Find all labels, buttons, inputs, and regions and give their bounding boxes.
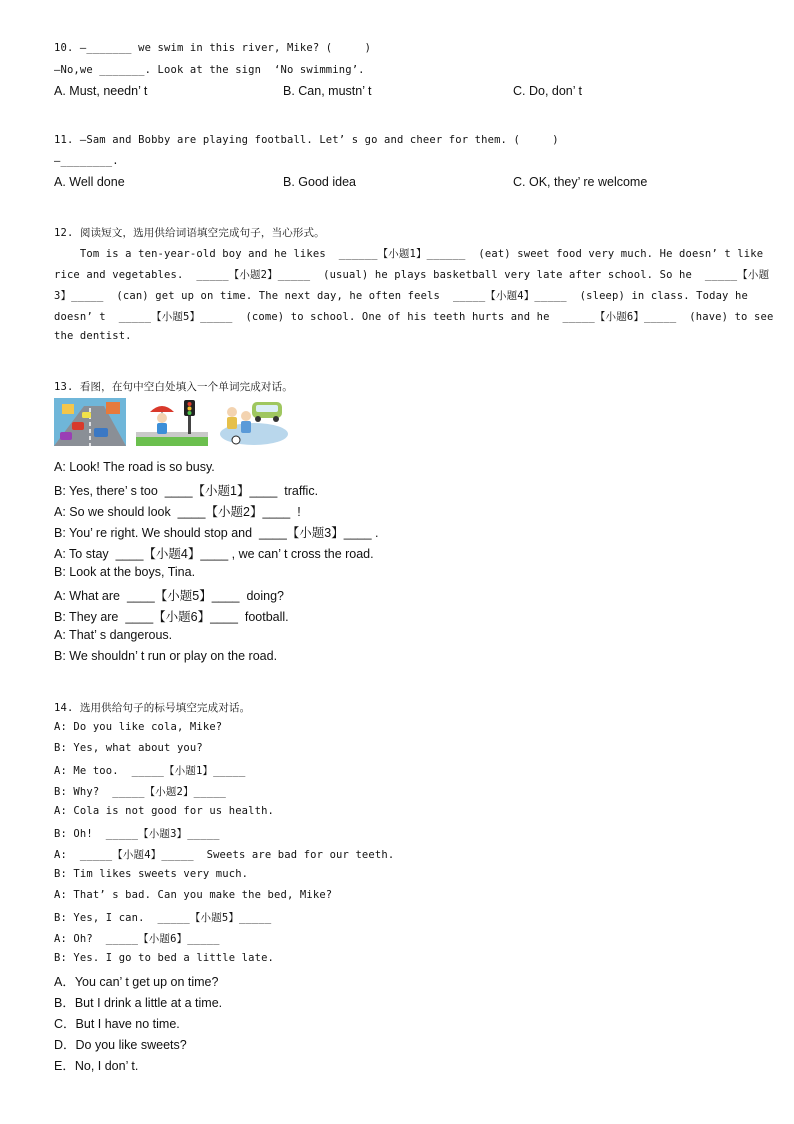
- q12-passage-line: doesn’ t _____【小题5】_____ (come) to school. One of his teeth hurts and he _____【小题6】_____ (have) to see: [54, 311, 774, 323]
- q13-dialogue-line: A: Look! The road is so busy.: [54, 460, 215, 474]
- q14-choice-d: D．Do you like sweets?: [54, 1038, 187, 1052]
- q14-dialogue-line: A: Oh? _____【小题6】_____: [54, 933, 220, 945]
- busy-road-picture: [54, 398, 126, 446]
- q14-dialogue-line: A: Cola is not good for us health.: [54, 805, 275, 817]
- q14-dialogue-line: A: Do you like cola, Mike?: [54, 721, 223, 733]
- q12-title: 12. 阅读短文，选用供给词语填空完成句子，当心形式。: [54, 227, 325, 239]
- q11-line2: —________.: [54, 155, 119, 167]
- q10-line1: 10. —_______ we swim in this river, Mike? ( ): [54, 42, 372, 54]
- q14-title: 14. 选用供给句子的标号填空完成对话。: [54, 702, 251, 714]
- q14-dialogue-line: B: Why? _____【小题2】_____: [54, 786, 227, 798]
- q13-dialogue-line: B: You’ re right. We should stop and ____【小题3】____ .: [54, 526, 379, 540]
- q10-option-c: C. Do, don’ t: [513, 84, 583, 98]
- q11-option-a: A. Well done: [54, 175, 125, 189]
- q14-choice-b: B．But I drink a little at a time.: [54, 996, 223, 1010]
- q14-choice-a: A．You can’ t get up on time?: [54, 975, 219, 989]
- q13-pictures: [54, 398, 290, 446]
- q14-dialogue-line: A: Me too. _____【小题1】_____: [54, 765, 246, 777]
- q10-option-a: A. Must, needn’ t: [54, 84, 148, 98]
- q11-line1: 11. —Sam and Bobby are playing football. Let’ s go and cheer for them. ( ): [54, 134, 559, 146]
- q12-passage-line: 3】_____ (can) get up on time. The next day, he often feels _____【小题4】_____ (sleep) in class. Today he: [54, 290, 748, 302]
- q14-dialogue-line: B: Yes, I can. _____【小题5】_____: [54, 912, 272, 924]
- q11-option-b: B. Good idea: [283, 175, 356, 189]
- q13-dialogue-line: B: Yes, there’ s too ____【小题1】____ traffic.: [54, 484, 319, 498]
- traffic-light-picture: [136, 398, 208, 446]
- q14-dialogue-line: B: Oh! _____【小题3】_____: [54, 828, 220, 840]
- q13-dialogue-line: B: We shouldn’ t run or play on the road.: [54, 649, 278, 663]
- q12-passage-line: rice and vegetables. _____【小题2】_____ (usual) he plays basketball very late after school. So he _____【小题: [54, 269, 770, 281]
- q13-dialogue-line: B: Look at the boys, Tina.: [54, 565, 196, 579]
- q10-option-b: B. Can, mustn’ t: [283, 84, 372, 98]
- q13-dialogue-line: A: So we should look ____【小题2】____ !: [54, 505, 301, 519]
- q14-dialogue-line: A: That’ s bad. Can you make the bed, Mike?: [54, 889, 333, 901]
- q14-dialogue-line: B: Yes, what about you?: [54, 742, 203, 754]
- q14-dialogue-line: B: Yes. I go to bed a little late.: [54, 952, 275, 964]
- q13-dialogue-line: A: That’ s dangerous.: [54, 628, 173, 642]
- q14-choice-e: E．No, I don’ t.: [54, 1059, 139, 1073]
- q14-choice-c: C．But I have no time.: [54, 1017, 180, 1031]
- q11-option-c: C. OK, they’ re welcome: [513, 175, 648, 189]
- boys-playing-football-on-road-picture: [218, 398, 290, 446]
- q12-passage-line: the dentist.: [54, 330, 132, 342]
- q13-dialogue-line: A: To stay ____【小题4】____ , we can’ t cross the road.: [54, 547, 374, 561]
- q12-passage-line: Tom is a ten-year-old boy and he likes ______【小题1】______ (eat) sweet food very much. He doesn’ t like: [54, 248, 764, 260]
- q13-dialogue-line: A: What are ____【小题5】____ doing?: [54, 589, 284, 603]
- q13-title: 13. 看图，在句中空白处填入一个单词完成对话。: [54, 381, 293, 393]
- q13-dialogue-line: B: They are ____【小题6】____ football.: [54, 610, 289, 624]
- q10-line2: —No,we _______. Look at the sign ‘No swimming’.: [54, 64, 365, 76]
- q14-dialogue-line: A: _____【小题4】_____ Sweets are bad for our teeth.: [54, 849, 395, 861]
- q14-dialogue-line: B: Tim likes sweets very much.: [54, 868, 249, 880]
